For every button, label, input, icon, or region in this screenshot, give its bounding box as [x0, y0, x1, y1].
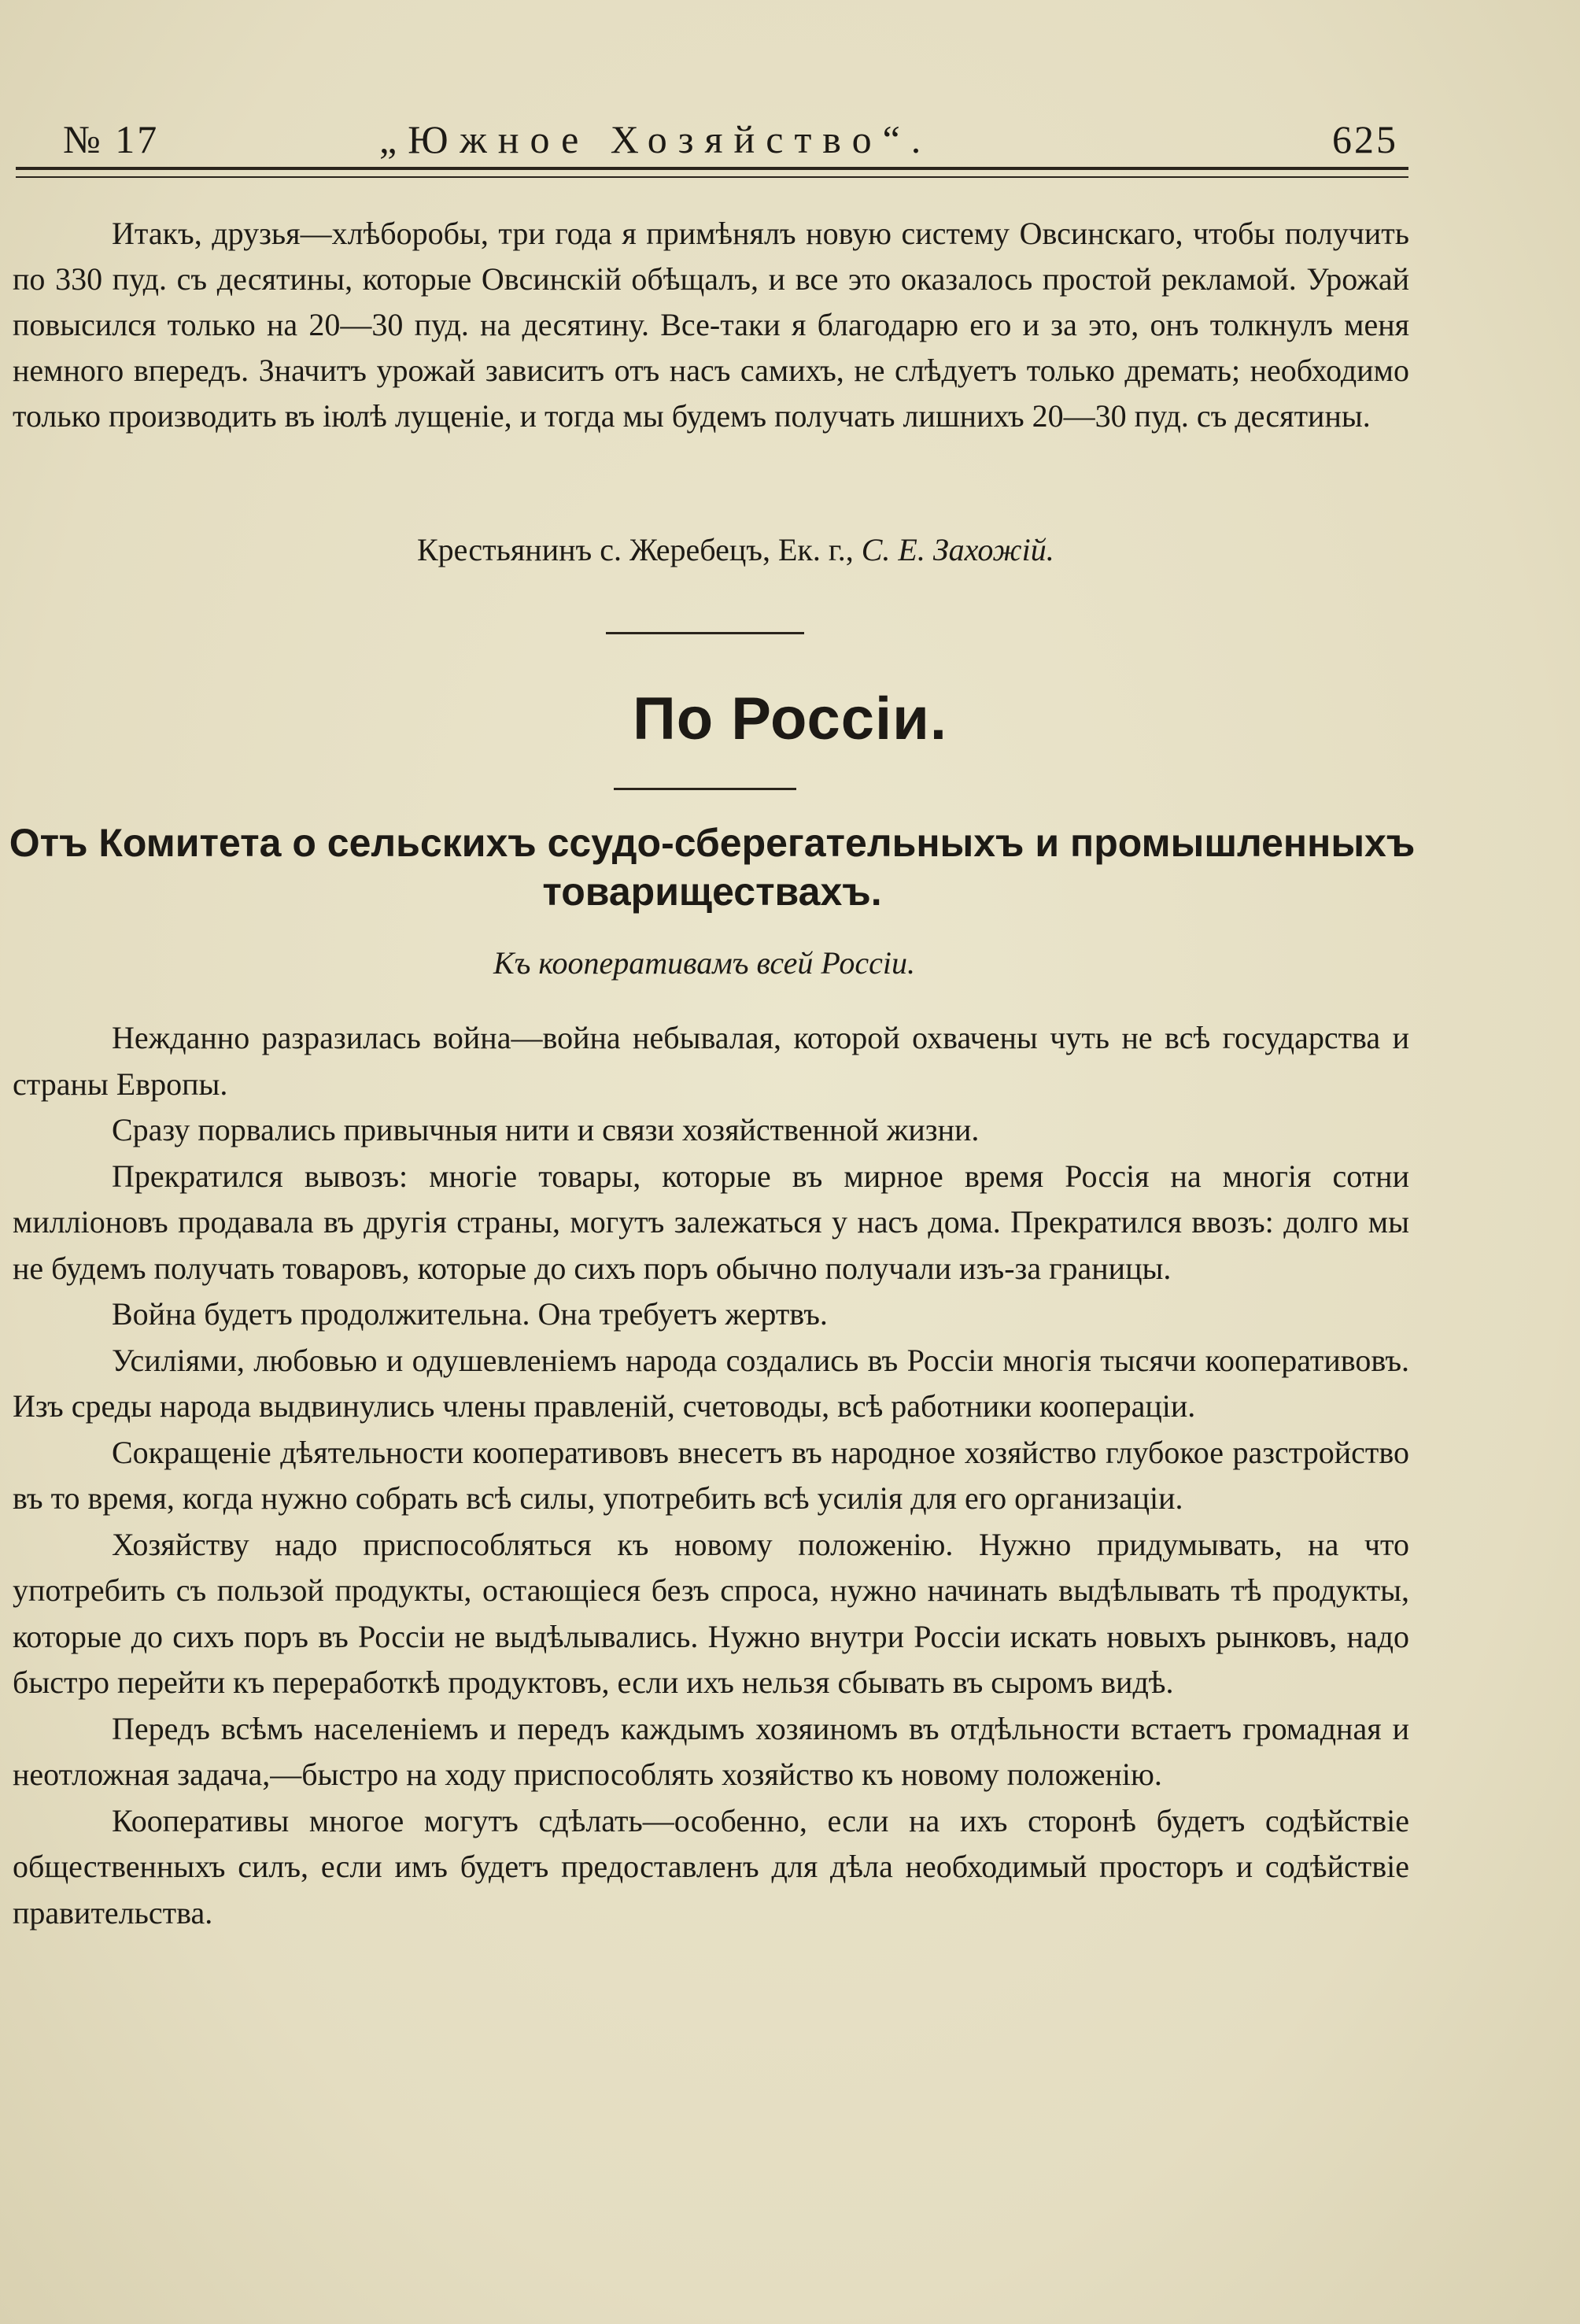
paragraph: Усиліями, любовью и одушевленіемъ народа создались въ Россіи многія тысячи кооперативовъ. Изъ среды народа выдвинулись члены правленій, счетоводы, всѣ работники коопераціи. [13, 1342, 1409, 1424]
section-divider-top [606, 632, 804, 634]
paragraph: Передъ всѣмъ населеніемъ и передъ каждымъ хозяиномъ въ отдѣльности встаетъ громадная и неотложная задача,—быстро на ходу приспособлять хозяйство къ новому положенію. [13, 1710, 1409, 1792]
paragraph: Хозяйству надо приспособляться къ новому положенію. Нужно придумывать, на что употребить съ пользой продукты, остающіеся безъ спроса, нужно начинать выдѣлывать тѣ продукты, которые до сихъ поръ въ Россіи не выдѣлывались. Нужно внутри Россіи искать новыхъ рынковъ, надо быстро перейти къ переработкѣ продуктовъ, если ихъ нельзя сбывать въ сыромъ видѣ. [13, 1526, 1409, 1700]
article-body [13, 1015, 1409, 1936]
section-divider-bottom [614, 788, 796, 790]
section-title: По Россіи. [633, 685, 947, 752]
paragraph: Война будетъ продолжительна. Она требуетъ жертвъ. [112, 1296, 828, 1332]
author-signature [417, 527, 1408, 573]
article-subtitle: Къ кооперативамъ всей Россіи. [493, 945, 915, 981]
issue-number: № 17 [63, 117, 160, 161]
page-number: 625 [1332, 117, 1398, 161]
signature-prefix: Крестьянинъ с. Жеребецъ, Ек. г., [417, 532, 854, 567]
paragraph: Кооперативы многое могутъ сдѣлать—особенно, если на ихъ сторонѣ будетъ содѣйствіе общественныхъ силъ, если имъ будетъ предоставленъ для дѣла необходимый просторъ и содѣйствіе правительства. [13, 1802, 1409, 1931]
header-rule [16, 167, 1408, 178]
paragraph: Сокращеніе дѣятельности кооперативовъ внесетъ въ народное хозяйство глубокое разстройство въ то время, когда нужно собрать всѣ силы, употребить всѣ усилія для его организаціи. [13, 1434, 1409, 1516]
paragraph: Прекратился вывозъ: многіе товары, которые въ мирное время Россія на многія сотни милліоновъ продавала въ другія страны, могутъ залежаться у насъ дома. Прекратился ввозъ: долго мы не будемъ получать товаровъ, которые до сихъ поръ обычно получали изъ-за границы. [13, 1158, 1409, 1286]
running-header [17, 110, 1406, 165]
article-title: Отъ Комитета о сельскихъ ссудо-сберегательныхъ и промышленныхъ товариществахъ. [9, 821, 1416, 914]
signature-name: С. Е. Захожій. [861, 532, 1054, 567]
intro-paragraph: Итакъ, друзья—хлѣборобы, три года я примѣнялъ новую систему Овсинскаго, чтобы получить по 330 пуд. съ десятины, которые Овсинскій обѣщалъ, и все это оказалось простой рекламой. Урожай повысился только на 20—30 пуд. на десятину. Все-таки я благодарю его и за это, онъ толкнулъ меня немного впередъ. Значитъ урожай зависитъ отъ насъ самихъ, не слѣдуетъ только дремать; необходимо только производить въ іюлѣ лущеніе, и тогда мы будемъ получать лишнихъ 20—30 пуд. съ десятины. [13, 216, 1409, 434]
paragraph: Сразу порвались привычныя нити и связи хозяйственной жизни. [112, 1112, 980, 1147]
journal-title: „Южное Хозяйство“. [379, 117, 932, 161]
paragraph: Нежданно разразилась война—война небывалая, которой охвачены чуть не всѣ государства и страны Европы. [13, 1020, 1409, 1102]
